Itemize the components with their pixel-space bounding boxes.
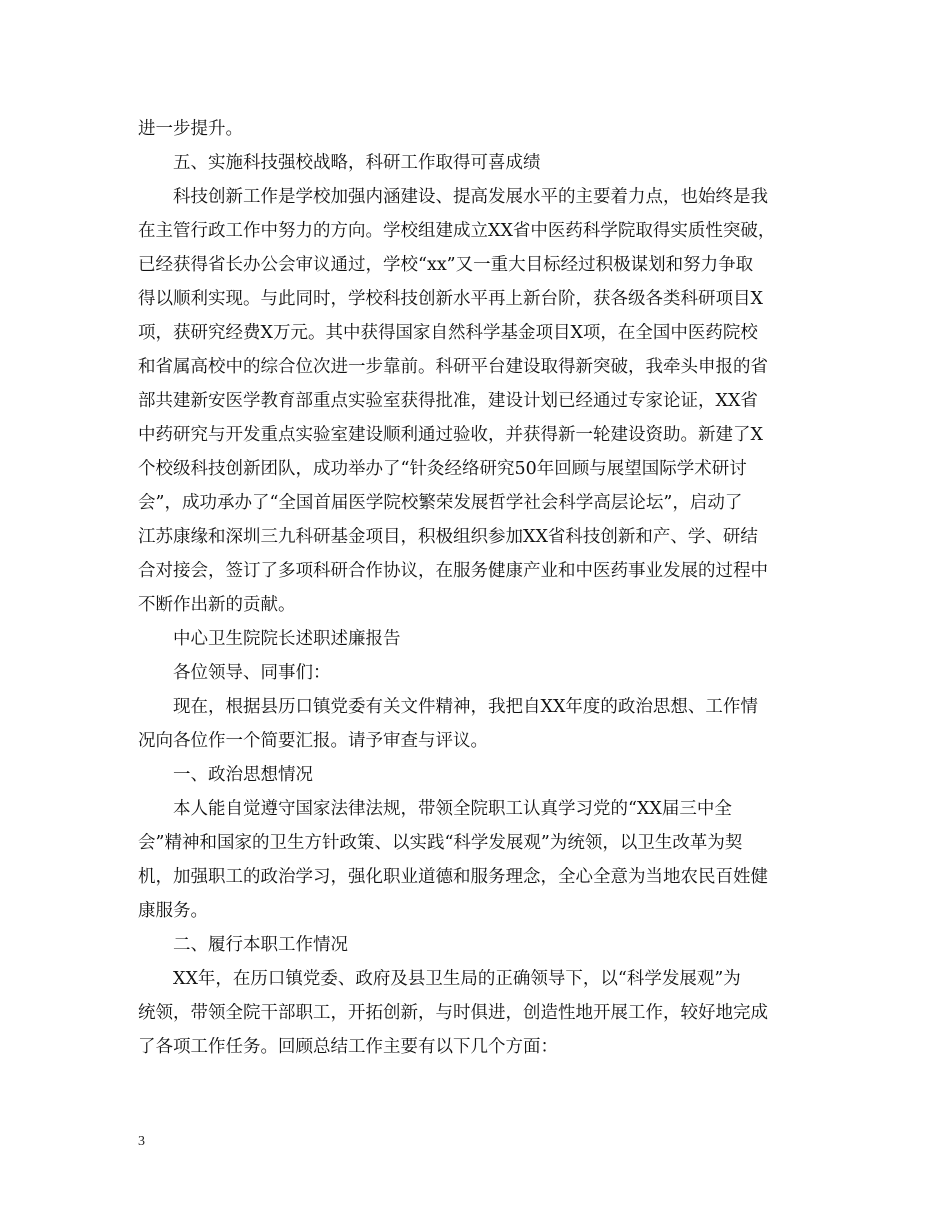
text-line: 统领，带领全院干部职工，开拓创新，与时俱进，创造性地开展工作，较好地完成	[138, 1003, 768, 1023]
text-line: 项，获研究经费X万元。其中获得国家自然科学基金项目X项，在全国中医药院校	[138, 323, 758, 343]
text-line: 得以顺利实现。与此同时，学校科技创新水平再上新台阶，获各级各类科研项目X	[138, 289, 763, 309]
text-line: 本人能自觉遵守国家法律法规，带领全院职工认真学习党的“XX届三中全	[173, 799, 732, 819]
text-line: 五、实施科技强校战略，科研工作取得可喜成绩	[173, 153, 541, 173]
text-line: 部共建新安医学教育部重点实验室获得批准，建设计划已经通过专家论证，XX省	[138, 391, 758, 411]
text-line: 会”，成功承办了“全国首届医学院校繁荣发展哲学社会科学高层论坛”，启动了	[138, 493, 743, 513]
text-line: 各位领导、同事们：	[173, 663, 331, 683]
text-line: 江苏康缘和深圳三九科研基金项目，积极组织参加XX省科技创新和产、学、研结	[138, 527, 758, 547]
body-text	[138, 112, 816, 1064]
text-line: 科技创新工作是学校加强内涵建设、提高发展水平的主要着力点，也始终是我	[173, 187, 768, 207]
text-line: 中心卫生院院长述职述廉报告	[173, 629, 401, 649]
text-line: 二、履行本职工作情况	[173, 935, 348, 955]
text-line: 机，加强职工的政治学习，强化职业道德和服务理念，全心全意为当地农民百姓健	[138, 867, 768, 887]
text-line: 合对接会，签订了多项科研合作协议，在服务健康产业和中医药事业发展的过程中	[138, 561, 768, 581]
text-line: 和省属高校中的综合位次进一步靠前。科研平台建设取得新突破，我牵头申报的省	[138, 357, 768, 377]
text-line: 康服务。	[138, 901, 208, 921]
page-number: 3	[138, 1134, 145, 1149]
text-line: 会”精神和国家的卫生方针政策、以实践“科学发展观”为统领，以卫生改革为契	[138, 833, 743, 853]
text-line: 在主管行政工作中努力的方向。学校组建成立XX省中医药科学院取得实质性突破，	[138, 221, 776, 241]
text-line: XX年，在历口镇党委、政府及县卫生局的正确领导下，以“科学发展观”为	[173, 969, 741, 989]
text-line: 中药研究与开发重点实验室建设顺利通过验收，并获得新一轮建设资助。新建了X	[138, 425, 763, 445]
text-line: 个校级科技创新团队，成功举办了“针灸经络研究50年回顾与展望国际学术研讨	[138, 459, 747, 479]
text-line: 一、政治思想情况	[173, 765, 313, 785]
text-line: 了各项工作任务。回顾总结工作主要有以下几个方面：	[138, 1037, 558, 1057]
text-line: 已经获得省长办公会审议通过，学校“xx”又一重大目标经过积极谋划和努力争取	[138, 255, 754, 275]
text-line: 不断作出新的贡献。	[138, 595, 296, 615]
text-line: 进一步提升。	[138, 119, 243, 139]
text-line: 现在，根据县历口镇党委有关文件精神，我把自XX年度的政治思想、工作情	[173, 697, 758, 717]
text-line: 况向各位作一个简要汇报。请予审查与评议。	[138, 731, 488, 751]
